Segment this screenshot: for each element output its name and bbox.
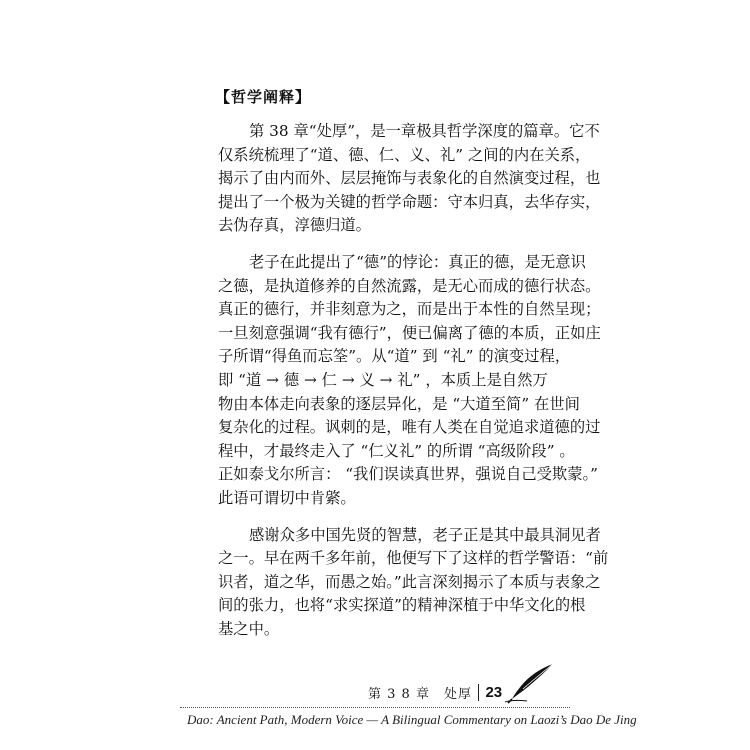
text-line: 提出了一个极为关键的哲学命题：守本归真，去华存实， [218, 192, 601, 211]
text-line: 感谢众多中国先贤的智慧，老子正是其中最具洞见者 [249, 525, 601, 544]
body-text [218, 120, 608, 654]
text-line: 之德，是执道修养的自然流露，是无心而成的德行状态。 [218, 276, 601, 295]
text-line: 基之中。 [218, 619, 280, 638]
text-line: 去伪存真，淳德归道。 [218, 216, 371, 235]
text-line: 此语可谓切中肯綮。 [218, 488, 356, 507]
text-line: 程中，才最终走入了 “仁义礼” 的所谓 “高级阶段” 。 [218, 441, 575, 460]
paragraph-3 [218, 524, 608, 642]
text-line: 物由本体走向表象的逐层异化，是 “大道至简” 在世间 [218, 394, 580, 413]
text-line: 即 “道 → 德 → 仁 → 义 → 礼” ，本质上是自然万 [218, 370, 548, 389]
text-line: 第 38 章“处厚”，是一章极具哲学深度的篇章。它不 [249, 122, 600, 140]
text-line: 仅系统梳理了“道、德、仁、义、礼” 之间的内在关系， [218, 145, 591, 164]
text-line: 真正的德行，并非刻意为之，而是出于本性的自然呈现； [218, 300, 601, 319]
footer-rule [180, 707, 570, 708]
book-title: Dao: Ancient Path, Modern Voice — A Bilingual Commentary on Laozi’s Dao De Jing [187, 712, 637, 727]
text-line: 老子在此提出了“德”的悖论：真正的德，是无意识 [249, 252, 586, 271]
page-number: 23 [485, 683, 503, 701]
section-heading: 【哲学阐释】 [215, 88, 312, 106]
text-line: 揭示了由内而外、层层掩饰与表象化的自然演变过程，也 [218, 169, 601, 188]
text-line: 正如泰戈尔所言： “我们误读真世界，强说自己受欺蒙。” [218, 465, 598, 484]
text-line: 识者，道之华，而愚之始。”此言深刻揭示了本质与表象之 [218, 572, 601, 591]
text-line: 间的张力，也将“求实探道”的精神深植于中华文化的根 [218, 596, 586, 615]
quill-pen-icon [503, 662, 555, 704]
text-line: 子所谓“得鱼而忘筌”。从“道” 到 “礼” 的演变过程， [218, 347, 571, 366]
footer-divider [478, 684, 480, 701]
text-line: 复杂化的过程。讽刺的是，唯有人类在自觉追求道德的过 [218, 418, 601, 437]
paragraph-2 [218, 251, 608, 511]
text-line: 之一。早在两千多年前，他便写下了这样的哲学警语：“前 [218, 549, 609, 568]
chapter-label: 第 3 8 章 处厚 [368, 686, 472, 702]
paragraph-1 [218, 120, 608, 238]
text-line: 一旦刻意强调“我有德行”，便已偏离了德的本质，正如庄 [218, 323, 601, 342]
running-footer [368, 680, 502, 704]
